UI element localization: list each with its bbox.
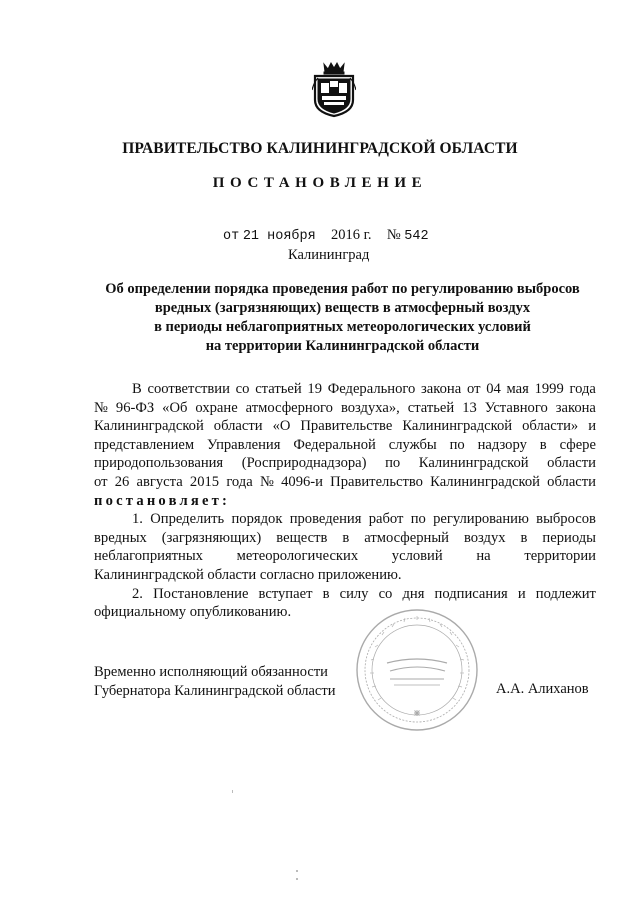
body-line: В соответствии со статьей 19 Федерального закона от 04 мая 1999 года — [132, 381, 596, 397]
body-line: Калининградской области согласно приложению. — [94, 566, 402, 583]
signer-name: А.А. Алиханов — [496, 681, 589, 697]
date-prefix: от — [223, 229, 240, 244]
number-sign: № — [386, 227, 401, 243]
date-day-month: 21 ноября — [242, 229, 316, 244]
body-line: вредных (загрязняющих) веществ в атмосферный воздух в периоды — [94, 529, 596, 546]
scan-speck — [296, 878, 298, 880]
body-line: № 96-ФЗ «Об охране атмосферного воздуха», статьей 13 Уставного закона — [94, 399, 596, 416]
document-type-title: ПОСТАНОВЛЕНИЕ — [212, 175, 428, 191]
date-year: 2016 г. — [331, 227, 372, 243]
subject-line: вредных (загрязняющих) веществ в атмосферный воздух — [154, 300, 531, 316]
body-line: неблагоприятных метеорологических условий на территории — [94, 548, 596, 565]
government-title: ПРАВИТЕЛЬСТВО КАЛИНИНГРАДСКОЙ ОБЛАСТИ — [122, 140, 518, 157]
body-line: 1. Определить порядок проведения работ по регулированию выбросов — [132, 511, 596, 528]
body-line: 2. Постановление вступает в силу со дня подписания и подлежит — [132, 585, 596, 602]
body-line: природопользования (Росприроднадзора) по Калининградской области — [94, 455, 596, 472]
body-line: официальному опубликованию. — [94, 604, 292, 621]
decree-body — [94, 380, 596, 622]
subject-line: Об определении порядка проведения работ по регулированию выбросов — [105, 281, 580, 297]
resolves-line: постановляет: — [94, 492, 231, 509]
scan-speck — [296, 870, 298, 872]
signer-position — [94, 663, 335, 700]
subject-line: в периоды неблагоприятных метеорологических условий — [154, 319, 531, 335]
body-line: представлением Управления Федеральной службы по надзору в сфере — [94, 436, 596, 453]
subject-line: на территории Калининградской области — [205, 338, 480, 354]
coat-of-arms-icon — [312, 60, 356, 118]
decree-number: 542 — [404, 229, 429, 244]
body-line: от 26 августа 2015 года № 4096-и Правительство Калининградской области — [94, 473, 596, 490]
decree-subject — [90, 280, 595, 356]
scan-speck — [232, 790, 233, 793]
official-stamp-icon — [352, 605, 482, 735]
body-line: Калининградской области «О Правительстве Калининградской области» и — [94, 418, 596, 435]
signer-position-line: Временно исполняющий обязанности — [94, 664, 328, 680]
signer-position-line: Губернатора Калининградской области — [94, 682, 336, 699]
decree-date-number — [223, 227, 429, 244]
city: Калининград — [288, 247, 370, 263]
